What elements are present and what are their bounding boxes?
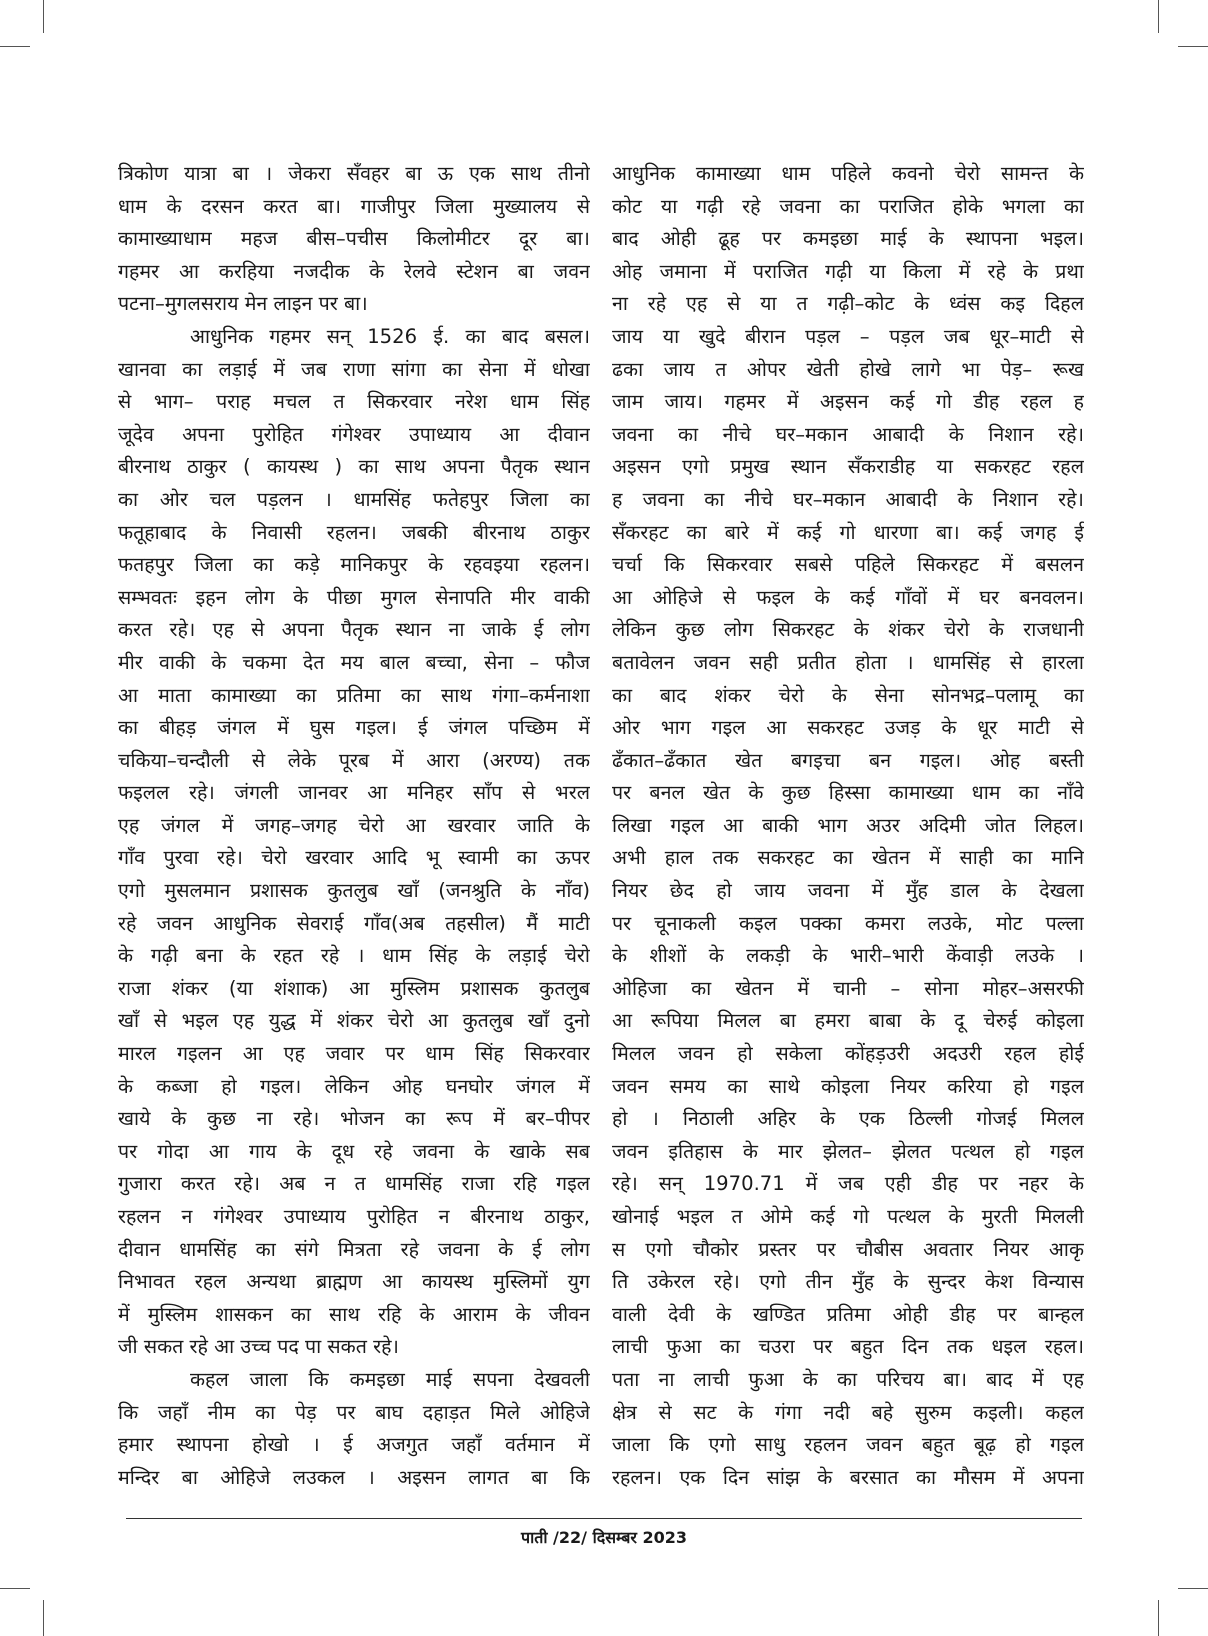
text-line: आधुनिक गहमर सन् 1526 ई. का बाद बसल।: [190, 324, 590, 348]
text-line: जाला कि एगो साधु रहलन जवन बहुत बूढ़ हो गइल: [612, 1433, 1084, 1457]
crop-mark: [0, 1588, 30, 1589]
text-line: हमार स्थापना होखो । ई अजगुत जहाँ वर्तमान में: [118, 1433, 590, 1457]
text-line: अइसन एगो प्रमुख स्थान सँकराडीह या सकरहट रहल: [612, 455, 1084, 479]
text-line: बतावेलन जवन सही प्रतीत होता । धामसिंह से हारला: [612, 650, 1084, 674]
text-line: बाद ओही ढूह पर कमइछा माई के स्थापना भइल।: [612, 227, 1084, 251]
text-line: खाँ से भइल एह युद्ध में शंकर चेरो आ कुतलुब खाँ दुनो: [118, 1009, 590, 1033]
text-line: ह जवना का नीचे घर–मकान आबादी के निशान रहे।: [612, 487, 1084, 511]
text-line: स एगो चौकोर प्रस्तर पर चौबीस अवतार नियर आकृ: [612, 1237, 1084, 1261]
crop-mark: [43, 1600, 44, 1636]
left-text-column: [118, 158, 590, 1494]
text-line: आधुनिक कामाख्या धाम पहिले कवनो चेरो सामन्त के: [612, 162, 1084, 185]
text-line: गहमर आ करहिया नजदीक के रेलवे स्टेशन बा जवन: [118, 259, 590, 283]
text-line: करत रहे। एह से अपना पैतृक स्थान ना जाके ई लोग: [118, 618, 590, 642]
text-line: पटना–मुगलसराय मेन लाइन पर बा।: [118, 292, 368, 316]
text-line: ना रहे एह से या त गढ़ी–कोट के ध्वंस कइ दिहल: [612, 292, 1084, 316]
crop-mark: [43, 0, 44, 33]
text-line: ओहिजा का खेतन में चानी – सोना मोहर–असरफी: [612, 976, 1084, 1000]
text-line: रहे जवन आधुनिक सेवराई गाँव(अब तहसील) मैं माटी: [118, 911, 590, 935]
text-line: कोट या गढ़ी रहे जवना का पराजित होके भगला का: [612, 194, 1084, 218]
text-line: धाम के दरसन करत बा। गाजीपुर जिला मुख्यालय से: [118, 194, 590, 218]
text-line: का ओर चल पड़लन । धामसिंह फतेहपुर जिला का: [118, 487, 590, 511]
crop-mark: [0, 46, 30, 47]
crop-mark: [1178, 46, 1208, 47]
text-line: मन्दिर बा ओहिजे लउकल । अइसन लागत बा कि: [118, 1465, 590, 1489]
text-line: लाची फुआ का चउरा पर बहुत दिन तक धइल रहल।: [612, 1335, 1084, 1359]
text-line: जी सकत रहे आ उच्च पद पा सकत रहे।: [118, 1335, 399, 1359]
text-line: का बाद शंकर चेरो के सेना सोनभद्र–पलामू का: [612, 683, 1084, 707]
footer-rule: [126, 1518, 1082, 1519]
page-footer: पाती /22/ दिसम्बर 2023: [520, 1528, 688, 1547]
text-line: निभावत रहल अन्यथा ब्राह्मण आ कायस्थ मुस्लिमों युग: [118, 1270, 590, 1294]
text-line: फइलल रहे। जंगली जानवर आ मनिहर साँप से भरल: [118, 781, 590, 805]
text-line: रहे। सन् 1970.71 में जब एही डीह पर नहर के: [612, 1172, 1084, 1196]
text-line: से भाग– पराह मचल त सिकरवार नरेश धाम सिंह: [118, 390, 590, 414]
text-line: रहलन न गंगेश्वर उपाध्याय पुरोहित न बीरनाथ ठाकुर,: [118, 1205, 590, 1228]
text-line: दीवान धामसिंह का संगे मित्रता रहे जवना के ई लोग: [118, 1237, 590, 1261]
text-line: के शीशों के लकड़ी के भारी–भारी केंवाड़ी लउके ।: [612, 944, 1084, 968]
text-line: फतहपुर जिला का कड़े मानिकपुर के रहवइया रहलन।: [118, 553, 590, 577]
right-text-column: [612, 158, 1084, 1494]
text-line: आ रूपिया मिलल बा हमरा बाबा के दू चेरुई कोइला: [612, 1009, 1084, 1033]
text-line: ति उकेरल रहे। एगो तीन मुँह के सुन्दर केश विन्यास: [612, 1270, 1084, 1294]
text-line: हो । निठाली अहिर के एक ठिल्ली गोजई मिलल: [612, 1107, 1084, 1131]
text-line: एगो मुसलमान प्रशासक कुतलुब खाँ (जनश्रुति के नाँव): [118, 879, 590, 903]
text-line: लिखा गइल आ बाकी भाग अउर अदिमी जोत लिहल।: [612, 813, 1084, 837]
text-line: मीर वाकी के चकमा देत मय बाल बच्चा, सेना – फौज: [118, 650, 590, 674]
text-line: जवन समय का साथे कोइला नियर करिया हो गइल: [612, 1074, 1084, 1098]
text-line: आ माता कामाख्या का प्रतिमा का साथ गंगा–कर्मनाशा: [118, 683, 590, 707]
text-line: ओह जमाना में पराजित गढ़ी या किला में रहे के प्रथा: [612, 259, 1084, 283]
text-line: क्षेत्र से सट के गंगा नदी बहे सुरुम कइली। कहल: [612, 1400, 1084, 1424]
text-line: में मुस्लिम शासकन का साथ रहि के आराम के जीवन: [118, 1302, 590, 1326]
text-line: नियर छेद हो जाय जवना में मुँह डाल के देखला: [612, 879, 1084, 903]
text-line: वाली देवी के खण्डित प्रतिमा ओही डीह पर बान्हल: [612, 1302, 1084, 1326]
text-line: खानवा का लड़ाई में जब राणा सांगा का सेना में धोखा: [118, 357, 590, 381]
text-line: त्रिकोण यात्रा बा । जेकरा सँवहर बा ऊ एक साथ तीनो: [118, 162, 590, 185]
text-line: पता ना लाची फुआ के का परिचय बा। बाद में एह: [612, 1367, 1084, 1391]
text-line: के गढ़ी बना के रहत रहे । धाम सिंह के लड़ाई चेरो: [118, 944, 590, 968]
text-line: पर गोदा आ गाय के दूध रहे जवना के खाके सब: [118, 1139, 590, 1163]
text-line: फतूहाबाद के निवासी रहलन। जबकी बीरनाथ ठाकुर: [118, 520, 590, 544]
text-line: खाये के कुछ ना रहे। भोजन का रूप में बर–पीपर: [118, 1107, 590, 1131]
text-line: कहल जाला कि कमइछा माई सपना देखवली: [190, 1367, 590, 1391]
crop-mark: [1158, 0, 1159, 33]
text-line: ढँकात–ढँकात खेत बगइचा बन गइल। ओह बस्ती: [612, 748, 1084, 772]
text-line: कि जहाँ नीम का पेड़ पर बाघ दहाड़त मिले ओहिजे: [118, 1400, 590, 1424]
text-line: के कब्जा हो गइल। लेकिन ओह घनघोर जंगल में: [118, 1074, 590, 1098]
text-line: लेकिन कुछ लोग सिकरहट के शंकर चेरो के राजधानी: [612, 618, 1084, 642]
text-line: पर बनल खेत के कुछ हिस्सा कामाख्या धाम का नाँवे: [612, 781, 1084, 805]
text-line: ढका जाय त ओपर खेती होखे लागे भा पेड़– रूख: [612, 357, 1084, 381]
text-line: जवना का नीचे घर–मकान आबादी के निशान रहे।: [612, 422, 1084, 446]
text-line: जाय या खुदे बीरान पड़ल – पड़ल जब धूर–माटी से: [612, 324, 1084, 348]
text-line: चर्चा कि सिकरवार सबसे पहिले सिकरहट में बसलन: [612, 553, 1084, 577]
text-line: मारल गइलन आ एह जवार पर धाम सिंह सिकरवार: [118, 1042, 590, 1066]
text-line: रहलन। एक दिन सांझ के बरसात का मौसम में अपना: [612, 1465, 1084, 1489]
text-line: कामाख्याधाम महज बीस–पचीस किलोमीटर दूर बा।: [118, 227, 590, 251]
text-line: जाम जाय। गहमर में अइसन कई गो डीह रहल ह: [612, 390, 1084, 414]
text-line: जूदेव अपना पुरोहित गंगेश्वर उपाध्याय आ दीवान: [118, 422, 590, 446]
text-line: सँकरहट का बारे में कई गो धारणा बा। कई जगह ई: [612, 520, 1084, 544]
text-line: ओर भाग गइल आ सकरहट उजड़ के धूर माटी से: [612, 716, 1084, 740]
crop-mark: [1178, 1588, 1208, 1589]
text-line: चकिया–चन्दौली से लेके पूरब में आरा (अरण्य) तक: [118, 748, 590, 772]
text-line: आ ओहिजे से फइल के कई गाँवों में घर बनवलन।: [612, 585, 1084, 609]
text-line: जवन इतिहास के मार झेलत– झेलत पत्थल हो गइल: [612, 1139, 1084, 1163]
text-line: एह जंगल में जगह–जगह चेरो आ खरवार जाति के: [118, 813, 590, 837]
text-line: सम्भवतः इहन लोग के पीछा मुगल सेनापति मीर वाकी: [118, 585, 590, 609]
text-line: का बीहड़ जंगल में घुस गइल। ई जंगल पच्छिम में: [118, 716, 590, 740]
text-line: पर चूनाकली कइल पक्का कमरा लउके, मोट पल्ला: [612, 911, 1084, 935]
crop-mark: [1158, 1600, 1159, 1636]
text-line: मिलल जवन हो सकेला कोंहड़उरी अदउरी रहल होई: [612, 1042, 1084, 1066]
text-line: अभी हाल तक सकरहट का खेतन में साही का मानि: [612, 846, 1084, 870]
text-line: बीरनाथ ठाकुर ( कायस्थ ) का साथ अपना पैतृक स्थान: [118, 455, 590, 479]
text-line: गाँव पुरवा रहे। चेरो खरवार आदि भू स्वामी का ऊपर: [118, 846, 590, 870]
text-line: गुजारा करत रहे। अब न त धामसिंह राजा रहि गइल: [118, 1172, 590, 1196]
text-line: राजा शंकर (या शंशाक) आ मुस्लिम प्रशासक कुतलुब: [118, 976, 590, 1000]
text-line: खोनाई भइल त ओमे कई गो पत्थल के मुरती मिलली: [612, 1205, 1084, 1228]
